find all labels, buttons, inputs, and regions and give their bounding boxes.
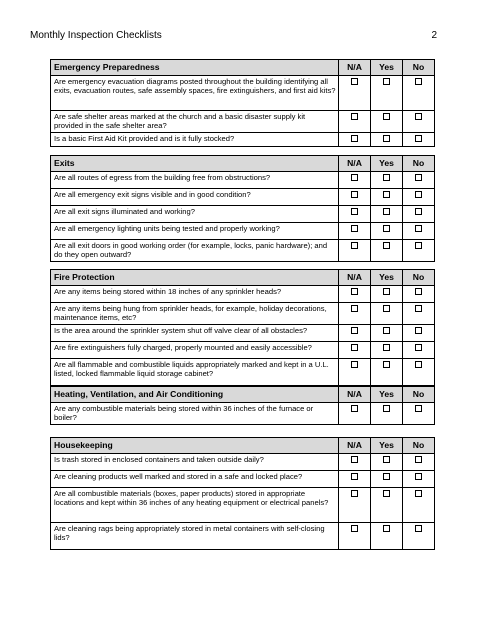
yes-cell: [371, 223, 403, 240]
question-text: Is a basic First Aid Kit provided and is it fully stocked?: [51, 132, 339, 146]
na-checkbox[interactable]: [351, 78, 358, 85]
question-text: Are emergency evacuation diagrams posted throughout the building identifying all exits, evacuation routes, safe assembly spaces, fire extinguishers, and first aid kits?: [51, 76, 339, 111]
yes-checkbox[interactable]: [383, 288, 390, 295]
checklist-section-1: [50, 59, 435, 147]
yes-column-header: Yes: [371, 387, 403, 403]
na-cell: [339, 223, 371, 240]
checklist-row: [51, 223, 435, 240]
na-checkbox[interactable]: [351, 490, 358, 497]
na-checkbox[interactable]: [351, 242, 358, 249]
yes-cell: [371, 325, 403, 342]
checklist-section-3: [50, 269, 435, 386]
checklist-row: [51, 76, 435, 111]
checklist-row: [51, 359, 435, 386]
na-checkbox[interactable]: [351, 288, 358, 295]
question-text: Is trash stored in enclosed containers and taken outside daily?: [51, 454, 339, 471]
na-cell: [339, 111, 371, 133]
yes-cell: [371, 303, 403, 325]
yes-checkbox[interactable]: [383, 327, 390, 334]
question-text: Are cleaning products well marked and stored in a safe and locked place?: [51, 471, 339, 488]
section-header-row: [51, 438, 435, 454]
yes-cell: [371, 359, 403, 386]
section-header-row: [51, 156, 435, 172]
yes-checkbox[interactable]: [383, 191, 390, 198]
yes-checkbox[interactable]: [383, 473, 390, 480]
yes-cell: [371, 76, 403, 111]
na-checkbox[interactable]: [351, 525, 358, 532]
question-text: Are any items being hung from sprinkler heads, for example, holiday decorations, maintenance items, etc?: [51, 303, 339, 325]
section-title: Fire Protection: [51, 270, 339, 286]
na-checkbox[interactable]: [351, 405, 358, 412]
no-cell: [403, 206, 435, 223]
na-checkbox[interactable]: [351, 191, 358, 198]
na-cell: [339, 189, 371, 206]
no-checkbox[interactable]: [415, 305, 422, 312]
na-cell: [339, 286, 371, 303]
checklist-row: [51, 523, 435, 550]
yes-cell: [371, 471, 403, 488]
checklist-row: [51, 286, 435, 303]
no-column-header: No: [403, 438, 435, 454]
no-cell: [403, 111, 435, 133]
checklist-section-5: [50, 437, 435, 550]
no-column-header: No: [403, 60, 435, 76]
yes-column-header: Yes: [371, 60, 403, 76]
checklist-row: [51, 403, 435, 425]
yes-cell: [371, 172, 403, 189]
yes-cell: [371, 240, 403, 262]
no-checkbox[interactable]: [415, 490, 422, 497]
na-checkbox[interactable]: [351, 174, 358, 181]
question-text: Are all exit signs illuminated and working?: [51, 206, 339, 223]
no-cell: [403, 76, 435, 111]
question-text: Are safe shelter areas marked at the church and a basic disaster supply kit provided in the safe shelter area?: [51, 111, 339, 133]
no-cell: [403, 403, 435, 425]
no-checkbox[interactable]: [415, 242, 422, 249]
question-text: Are all emergency exit signs visible and in good condition?: [51, 189, 339, 206]
checklist-row: [51, 172, 435, 189]
checklist-row: [51, 303, 435, 325]
no-checkbox[interactable]: [415, 288, 422, 295]
no-cell: [403, 240, 435, 262]
section-title: Heating, Ventilation, and Air Conditioning: [51, 387, 339, 403]
na-checkbox[interactable]: [351, 113, 358, 120]
yes-cell: [371, 286, 403, 303]
no-cell: [403, 189, 435, 206]
no-checkbox[interactable]: [415, 225, 422, 232]
yes-checkbox[interactable]: [383, 405, 390, 412]
no-checkbox[interactable]: [415, 344, 422, 351]
yes-column-header: Yes: [371, 438, 403, 454]
question-text: Are all flammable and combustible liquids appropriately marked and kept in a U.L. listed, locked flammable liquid storage cabinet?: [51, 359, 339, 386]
no-checkbox[interactable]: [415, 113, 422, 120]
yes-checkbox[interactable]: [383, 225, 390, 232]
no-cell: [403, 325, 435, 342]
na-column-header: N/A: [339, 387, 371, 403]
na-cell: [339, 342, 371, 359]
no-cell: [403, 286, 435, 303]
na-cell: [339, 488, 371, 523]
na-checkbox[interactable]: [351, 305, 358, 312]
yes-checkbox[interactable]: [383, 78, 390, 85]
yes-cell: [371, 342, 403, 359]
na-column-header: N/A: [339, 438, 371, 454]
no-checkbox[interactable]: [415, 361, 422, 368]
no-column-header: No: [403, 387, 435, 403]
yes-checkbox[interactable]: [383, 456, 390, 463]
no-cell: [403, 303, 435, 325]
na-checkbox[interactable]: [351, 344, 358, 351]
section-header-row: [51, 60, 435, 76]
no-column-header: No: [403, 270, 435, 286]
na-checkbox[interactable]: [351, 473, 358, 480]
question-text: Are all exit doors in good working order (for example, locks, panic hardware); and do they open outward?: [51, 240, 339, 262]
yes-cell: [371, 206, 403, 223]
no-checkbox[interactable]: [415, 78, 422, 85]
section-title: Emergency Preparedness: [51, 60, 339, 76]
no-cell: [403, 488, 435, 523]
checklist-row: [51, 132, 435, 146]
yes-checkbox[interactable]: [383, 113, 390, 120]
na-cell: [339, 76, 371, 111]
question-text: Are any combustible materials being stored within 36 inches of the furnace or boiler?: [51, 403, 339, 425]
yes-checkbox[interactable]: [383, 208, 390, 215]
no-checkbox[interactable]: [415, 456, 422, 463]
no-checkbox[interactable]: [415, 473, 422, 480]
checklist-row: [51, 488, 435, 523]
question-text: Are all emergency lighting units being tested and properly working?: [51, 223, 339, 240]
na-cell: [339, 471, 371, 488]
question-text: Are fire extinguishers fully charged, properly mounted and easily accessible?: [51, 342, 339, 359]
yes-column-header: Yes: [371, 156, 403, 172]
na-cell: [339, 359, 371, 386]
page-header: [30, 30, 437, 44]
na-cell: [339, 523, 371, 550]
no-checkbox[interactable]: [415, 174, 422, 181]
yes-checkbox[interactable]: [383, 242, 390, 249]
na-cell: [339, 240, 371, 262]
na-column-header: N/A: [339, 270, 371, 286]
na-checkbox[interactable]: [351, 135, 358, 142]
checklist-row: [51, 189, 435, 206]
yes-column-header: Yes: [371, 270, 403, 286]
yes-cell: [371, 132, 403, 146]
no-cell: [403, 523, 435, 550]
yes-cell: [371, 403, 403, 425]
no-column-header: No: [403, 156, 435, 172]
yes-cell: [371, 189, 403, 206]
yes-cell: [371, 523, 403, 550]
question-text: Are all combustible materials (boxes, paper products) stored in appropriate locations and kept within 36 inches of any heating equipment or electrical panels?: [51, 488, 339, 523]
no-checkbox[interactable]: [415, 525, 422, 532]
question-text: Are cleaning rags being appropriately stored in metal containers with self-closing lids?: [51, 523, 339, 550]
checklist-section-4: [50, 386, 435, 425]
checklist-row: [51, 240, 435, 262]
no-cell: [403, 454, 435, 471]
na-cell: [339, 403, 371, 425]
na-cell: [339, 303, 371, 325]
checklist-row: [51, 454, 435, 471]
yes-checkbox[interactable]: [383, 490, 390, 497]
no-checkbox[interactable]: [415, 135, 422, 142]
checklist-row: [51, 325, 435, 342]
page-number: 2: [431, 30, 437, 41]
na-cell: [339, 132, 371, 146]
question-text: Are all routes of egress from the building free from obstructions?: [51, 172, 339, 189]
yes-checkbox[interactable]: [383, 305, 390, 312]
no-cell: [403, 342, 435, 359]
checklist-section-2: [50, 155, 435, 262]
yes-checkbox[interactable]: [383, 344, 390, 351]
no-checkbox[interactable]: [415, 208, 422, 215]
question-text: Are any items being stored within 18 inches of any sprinkler heads?: [51, 286, 339, 303]
document-title: Monthly Inspection Checklists: [30, 30, 162, 41]
no-checkbox[interactable]: [415, 191, 422, 198]
yes-checkbox[interactable]: [383, 174, 390, 181]
checklist-row: [51, 111, 435, 133]
checklist-row: [51, 342, 435, 359]
na-cell: [339, 172, 371, 189]
no-cell: [403, 359, 435, 386]
na-checkbox[interactable]: [351, 208, 358, 215]
na-cell: [339, 206, 371, 223]
no-checkbox[interactable]: [415, 327, 422, 334]
no-cell: [403, 471, 435, 488]
na-checkbox[interactable]: [351, 327, 358, 334]
no-cell: [403, 132, 435, 146]
yes-cell: [371, 488, 403, 523]
na-cell: [339, 325, 371, 342]
na-column-header: N/A: [339, 156, 371, 172]
yes-cell: [371, 454, 403, 471]
na-cell: [339, 454, 371, 471]
section-header-row: [51, 387, 435, 403]
section-title: Housekeeping: [51, 438, 339, 454]
na-column-header: N/A: [339, 60, 371, 76]
yes-checkbox[interactable]: [383, 361, 390, 368]
na-checkbox[interactable]: [351, 361, 358, 368]
yes-checkbox[interactable]: [383, 525, 390, 532]
section-header-row: [51, 270, 435, 286]
yes-cell: [371, 111, 403, 133]
no-cell: [403, 172, 435, 189]
checklist-row: [51, 471, 435, 488]
na-checkbox[interactable]: [351, 456, 358, 463]
na-checkbox[interactable]: [351, 225, 358, 232]
no-checkbox[interactable]: [415, 405, 422, 412]
yes-checkbox[interactable]: [383, 135, 390, 142]
no-cell: [403, 223, 435, 240]
section-title: Exits: [51, 156, 339, 172]
checklist-row: [51, 206, 435, 223]
question-text: Is the area around the sprinkler system shut off valve clear of all obstacles?: [51, 325, 339, 342]
